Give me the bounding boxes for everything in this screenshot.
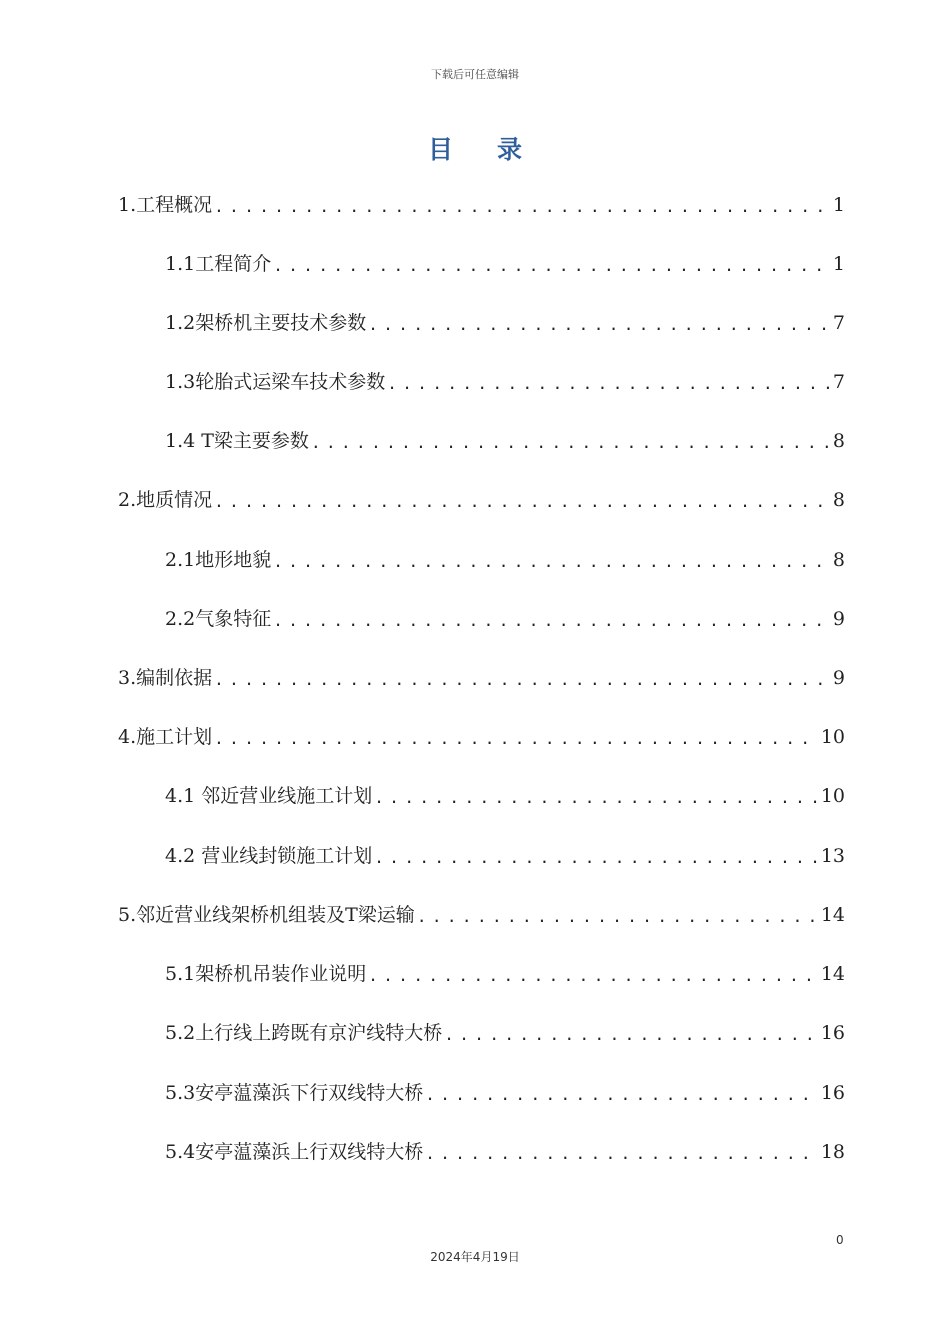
toc-entry[interactable] (165, 367, 845, 397)
toc-entry-page: 8 (832, 489, 845, 511)
toc-entry[interactable] (165, 308, 845, 338)
toc-entry[interactable] (165, 604, 845, 634)
toc-entry-page: 16 (820, 1022, 845, 1044)
toc-leader-dots (415, 904, 817, 930)
toc-entry[interactable] (118, 663, 845, 693)
toc-entry[interactable] (165, 1078, 845, 1108)
toc-entry-label: 2.地质情况 (118, 489, 213, 511)
toc-entry[interactable] (118, 485, 845, 515)
toc-entry-label: 1.3轮胎式运梁车技术参数 (165, 371, 386, 393)
toc-entry-label: 5.2上行线上跨既有京沪线特大桥 (165, 1022, 443, 1044)
page-number: 0 (836, 1233, 844, 1247)
toc-leader-dots (385, 371, 829, 397)
toc-entry[interactable] (118, 900, 845, 930)
toc-entry-label: 3.编制依据 (118, 667, 213, 689)
toc-entry[interactable] (165, 1018, 845, 1048)
toc-entry[interactable] (165, 1137, 845, 1167)
toc-entry-page: 7 (832, 312, 845, 334)
toc-entry-label: 5.4安亭蕰藻浜上行双线特大桥 (165, 1141, 424, 1163)
toc-leader-dots (366, 312, 829, 338)
toc-entry[interactable] (165, 545, 845, 575)
toc-entry-page: 8 (832, 549, 845, 571)
toc-entry-page: 18 (820, 1141, 845, 1163)
toc-entry-label: 4.施工计划 (118, 726, 213, 748)
toc-leader-dots (271, 549, 829, 575)
toc-entry[interactable] (165, 841, 845, 871)
toc-entry-label: 1.2架桥机主要技术参数 (165, 312, 367, 334)
toc-title: 目录 (427, 135, 566, 164)
toc-entry-page: 9 (832, 667, 845, 689)
toc-leader-dots (372, 845, 817, 871)
toc-entry-page: 1 (832, 253, 845, 275)
toc-entry-label: 1.1工程简介 (165, 253, 272, 275)
toc-entry-page: 13 (820, 845, 845, 867)
toc-entry-label: 4.2 营业线封锁施工计划 (165, 845, 373, 867)
toc-entry-page: 16 (820, 1082, 845, 1104)
toc-entry-label: 1.4 T梁主要参数 (165, 430, 309, 452)
page-header: 下载后可任意编辑 (431, 68, 519, 81)
toc-entry[interactable] (118, 722, 845, 752)
toc-leader-dots (271, 253, 829, 279)
toc-leader-dots (212, 489, 829, 515)
toc-entry-page: 14 (820, 963, 845, 985)
toc-entry-page: 7 (832, 371, 845, 393)
toc-entry[interactable] (165, 959, 845, 989)
toc-entry-label: 5.1架桥机吊装作业说明 (165, 963, 367, 985)
toc-entry-label: 5.邻近营业线架桥机组装及T梁运输 (118, 904, 415, 926)
toc-entry-label: 1.工程概况 (118, 194, 213, 216)
toc-entry-page: 8 (832, 430, 845, 452)
footer-date: 2024年4月19日 (430, 1250, 520, 1264)
toc-leader-dots (212, 667, 829, 693)
toc-leader-dots (212, 194, 829, 220)
toc-leader-dots (372, 785, 817, 811)
toc-entry[interactable] (165, 249, 845, 279)
toc-entry-page: 1 (832, 194, 845, 216)
toc-entry-label: 4.1 邻近营业线施工计划 (165, 785, 373, 807)
toc-leader-dots (309, 430, 829, 456)
toc-entry-label: 2.1地形地貌 (165, 549, 272, 571)
toc-leader-dots (423, 1082, 817, 1108)
toc-entry-label: 5.3安亭蕰藻浜下行双线特大桥 (165, 1082, 424, 1104)
toc-entry[interactable] (165, 781, 845, 811)
toc-leader-dots (423, 1141, 817, 1167)
toc-entry-page: 10 (820, 726, 845, 748)
toc-entry[interactable] (165, 426, 845, 456)
toc-leader-dots (366, 963, 817, 989)
toc-entry-label: 2.2气象特征 (165, 608, 272, 630)
toc-leader-dots (271, 608, 829, 634)
toc-entry[interactable] (118, 190, 845, 220)
toc-entry-page: 9 (832, 608, 845, 630)
toc-leader-dots (442, 1022, 817, 1048)
toc-leader-dots (212, 726, 817, 752)
toc-entry-page: 10 (820, 785, 845, 807)
toc-entry-page: 14 (820, 904, 845, 926)
